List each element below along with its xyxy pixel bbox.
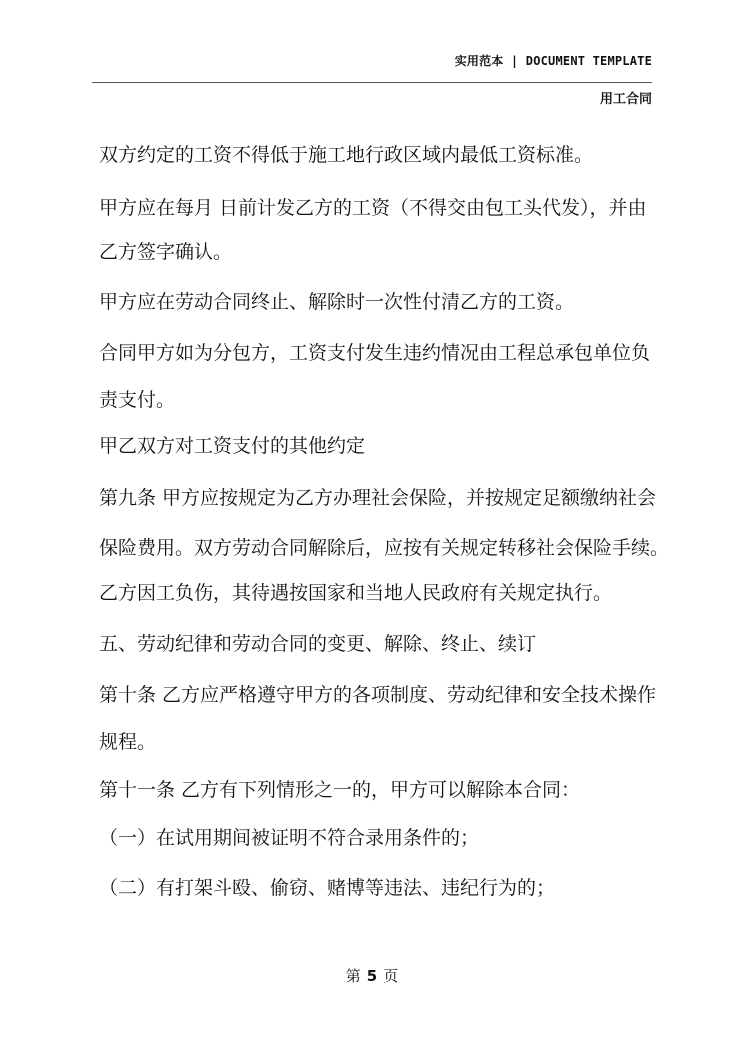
body-line: （一）在试用期间被证明不符合录用条件的；	[99, 827, 480, 849]
page-number: 5	[366, 967, 378, 985]
body-line: 合同甲方如为分包方，工资支付发生违约情况由工程总承包单位负	[99, 342, 651, 364]
page-footer	[0, 965, 744, 986]
page-prefix: 第	[345, 967, 361, 985]
body-line: 乙方因工负伤，其待遇按国家和当地人民政府有关规定执行。	[99, 582, 613, 604]
body-line: 甲方应在每月 日前计发乙方的工资（不得交由包工头代发），并由	[99, 197, 647, 219]
body-line: 甲乙双方对工资支付的其他约定	[99, 435, 366, 457]
page-suffix: 页	[383, 967, 399, 985]
body-line: 规程。	[99, 731, 157, 753]
body-line: 五、劳动纪律和劳动合同的变更、解除、终止、续订	[99, 633, 537, 655]
body-line: 甲方应在劳动合同终止、解除时一次性付清乙方的工资。	[99, 291, 575, 313]
body-line: 第九条 甲方应按规定为乙方办理社会保险，并按规定足额缴纳社会	[99, 487, 657, 509]
body-line: 第十一条 乙方有下列情形之一的，甲方可以解除本合同：	[99, 779, 581, 801]
body-line: 保险费用。双方劳动合同解除后，应按有关规定转移社会保险手续。	[99, 537, 670, 559]
body-line: （二）有打架斗殴、偷窃、赌博等违法、违纪行为的；	[99, 877, 556, 899]
body-line: 乙方签字确认。	[99, 241, 233, 263]
header-title: 实用范本 | DOCUMENT TEMPLATE	[454, 54, 652, 68]
body-line: 责支付。	[99, 389, 176, 411]
header-divider	[92, 82, 652, 83]
body-line: 双方约定的工资不得低于施工地行政区域内最低工资标准。	[99, 144, 594, 166]
body-line: 第十条 乙方应严格遵守甲方的各项制度、劳动纪律和安全技术操作	[99, 684, 657, 706]
header-subtitle: 用工合同	[599, 92, 652, 107]
